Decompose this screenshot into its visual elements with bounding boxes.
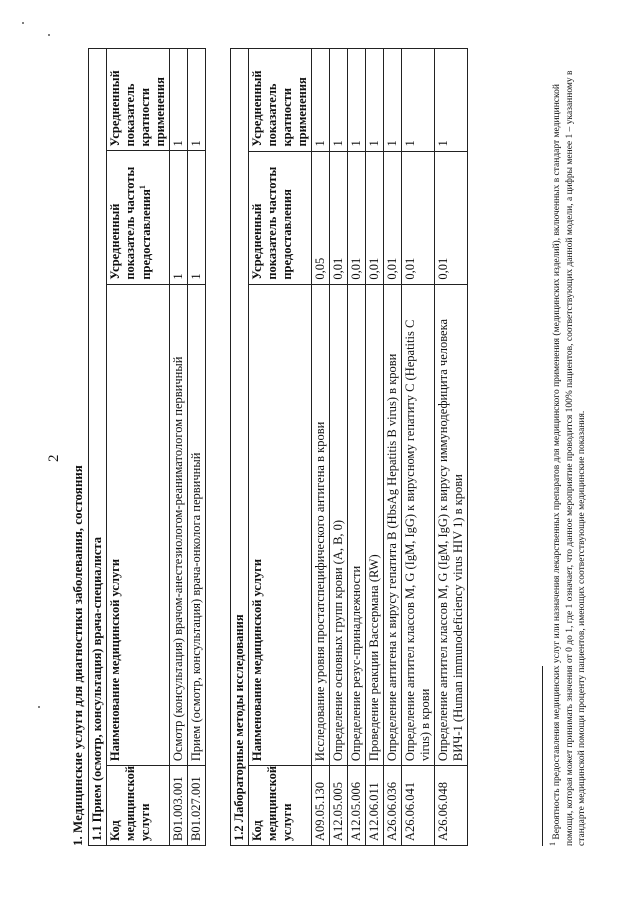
scan-speck [22,22,24,24]
cell-frequency: 0,01 [330,151,348,284]
header-multiplicity: Усредненный показатель кратности применения [249,49,312,152]
cell-code: B01.027.001 [188,766,206,846]
table-row [366,49,384,846]
cell-code: A12.05.006 [348,766,366,846]
cell-frequency: 0,01 [384,151,402,284]
cell-multiplicity: 1 [435,49,468,152]
cell-code: A26.06.036 [384,766,402,846]
cell-multiplicity: 1 [348,49,366,152]
cell-multiplicity: 1 [366,49,384,152]
table-row [170,49,188,846]
table-row [330,49,348,846]
cell-frequency: 1 [188,151,206,284]
cell-frequency: 0,01 [366,151,384,284]
cell-frequency: 0,05 [312,151,330,284]
header-multiplicity: Усредненный показатель кратности применения [107,49,170,151]
cell-code: A26.06.041 [402,766,435,846]
header-code: Код медицинской услуги [107,766,170,846]
table-row [348,49,366,846]
cell-multiplicity: 1 [402,49,435,152]
cell-multiplicity: 1 [330,49,348,152]
table-subheading-row [231,49,249,846]
rotated-page [40,32,600,872]
table-row [384,49,402,846]
cell-code: A09.05.130 [312,766,330,846]
header-name: Наименование медицинской услуги [249,284,312,765]
table-header-row [249,49,312,846]
cell-name: Прием (осмотр, консультация) врача-онколога первичный [188,284,206,765]
cell-code: A12.06.011 [366,766,384,846]
cell-code: A12.05.005 [330,766,348,846]
table-subheading-row [89,49,107,846]
subsection-title: 1.1 Прием (осмотр, консультация) врача-специалиста [89,49,107,846]
footnote-text: Вероятность предоставления медицинских услуг или назначения лекарственных препаратов для медицинского применения (медицинских изделий), включенных в стандарт медицинской помощи, которая может принимать значения от 0 до 1, где 1 означает, что данное мероприятие проводится 100% пациентов, соответствующих данной модели, а цифры менее 1 – указанному в стандарте медицинской помощи проценту пациентов, имеющих соответствующие медицинские показания. [552,70,587,846]
footnote-divider [542,666,543,846]
section-heading: 1. Медицинские услуги для диагностики заболевания, состояния [70,465,85,846]
header-frequency: Усредненный показатель частоты предоставления [249,151,312,284]
table-header-row [107,49,170,846]
cell-multiplicity: 1 [384,49,402,152]
cell-frequency: 0,01 [435,151,468,284]
cell-name: Определение антигена к вирусу гепатита B (HbsAg Hepatitis B virus) в крови [384,284,402,765]
table-row [188,49,206,846]
cell-multiplicity: 1 [312,49,330,152]
cell-name: Определение антител классов M, G (IgM, IgG) к вирусу иммунодефицита человека ВИЧ-1 (Human immunodeficiency virus HIV 1) в крови [435,284,468,765]
cell-name: Определение основных групп крови (A, B, 0) [330,284,348,765]
cell-name: Исследование уровня простатспецифического антигена в крови [312,284,330,765]
page-number: 2 [46,454,62,462]
cell-code: A26.06.048 [435,766,468,846]
cell-name: Определение антител классов M, G (IgM, IgG) к вирусному гепатиту C (Hepatitis C virus) в крови [402,284,435,765]
footnote-ref: 1 [138,185,147,190]
cell-multiplicity: 1 [170,49,188,151]
table-row [435,49,468,846]
cell-code: B01.003.001 [170,766,188,846]
header-name: Наименование медицинской услуги [107,284,170,765]
subsection-title: 1.2 Лабораторные методы исследования [231,49,249,846]
table-consultations [88,48,206,846]
cell-frequency: 1 [170,151,188,284]
header-frequency-text: Усредненный показатель частоты предоставления [108,166,154,280]
footnote [548,48,588,846]
footnote-marker: 1 [548,842,557,846]
table-laboratory-methods [230,48,468,846]
cell-frequency: 0,01 [402,151,435,284]
table-row [312,49,330,846]
cell-multiplicity: 1 [188,49,206,151]
cell-name: Проведение реакции Вассермана (RW) [366,284,384,765]
header-code: Код медицинской услуги [249,766,312,846]
cell-frequency: 0,01 [348,151,366,284]
table-row [402,49,435,846]
cell-name: Определение резус-принадлежности [348,284,366,765]
header-frequency [107,151,170,284]
cell-name: Осмотр (консультация) врачом-анестезиологом-реаниматологом первичный [170,284,188,765]
